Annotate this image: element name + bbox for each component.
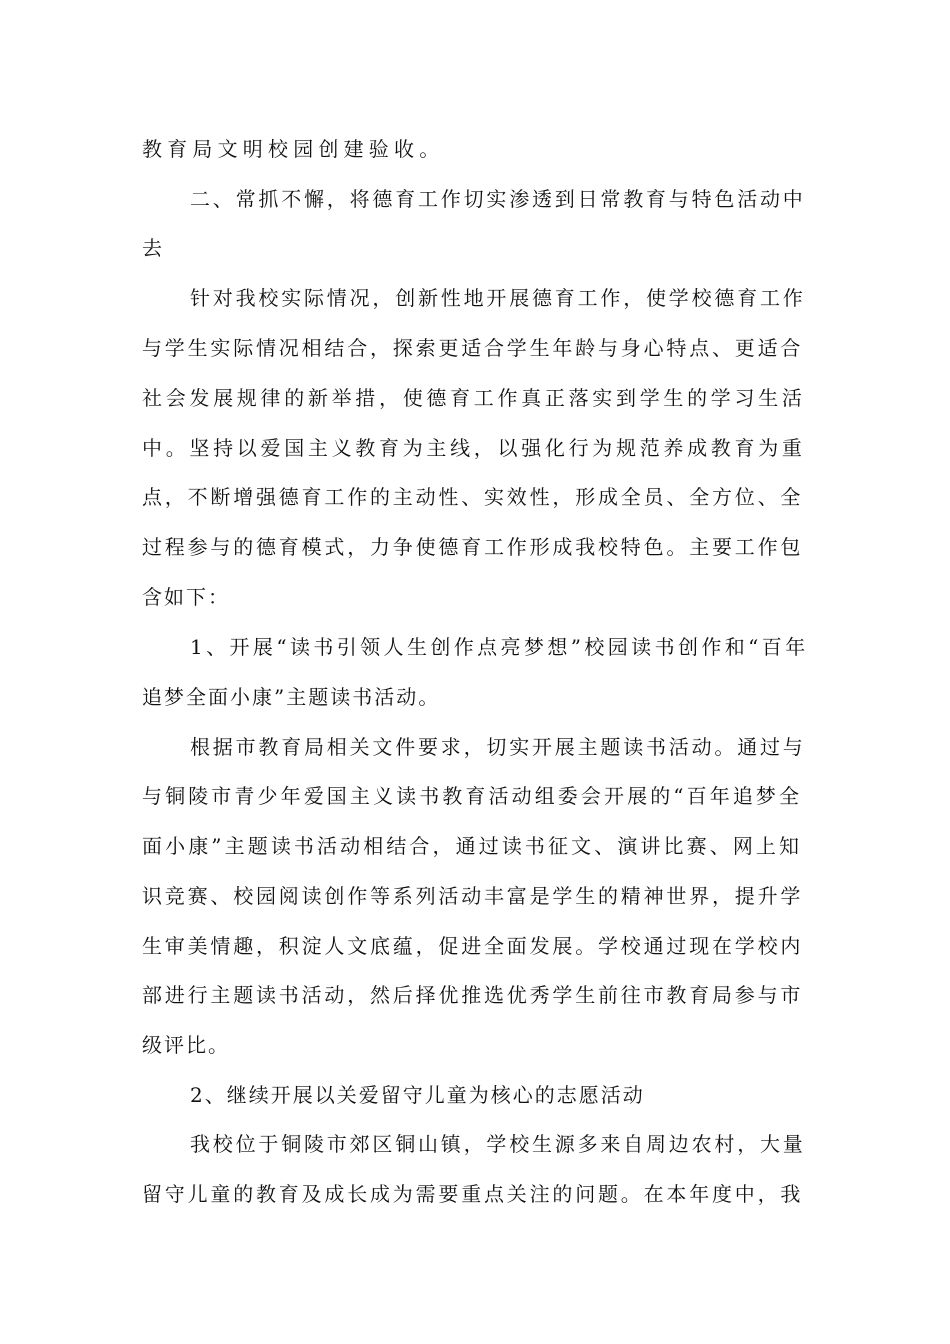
paragraph-line: 社会发展规律的新举措，使德育工作真正落实到学生的学习生活 — [142, 386, 806, 410]
paragraph-line: 针对我校实际情况，创新性地开展德育工作，使学校德育工作 — [190, 286, 806, 310]
paragraph-line: 我校位于铜陵市郊区铜山镇，学校生源多来自周边农村，大量 — [190, 1132, 806, 1156]
paragraph-line: 面小康”主题读书活动相结合，通过读书征文、演讲比赛、网上知 — [142, 834, 803, 858]
paragraph-line: 留守儿童的教育及成长成为需要重点关注的问题。在本年度中，我 — [142, 1182, 804, 1206]
paragraph-line: 含如下： — [142, 585, 230, 609]
paragraph-line: 识竞赛、校园阅读创作等系列活动丰富是学生的精神世界，提升学 — [142, 884, 804, 908]
paragraph-line: 点，不断增强德育工作的主动性、实效性，形成全员、全方位、全 — [142, 485, 804, 509]
paragraph-line: 部进行主题读书活动，然后择优推选优秀学生前往市教育局参与市 — [142, 983, 804, 1007]
subsection-heading-continuation: 追梦全面小康”主题读书活动。 — [142, 685, 441, 709]
paragraph-line: 与铜陵市青少年爱国主义读书教育活动组委会开展的“百年追梦全 — [142, 784, 803, 808]
paragraph-line: 中。坚持以爱国主义教育为主线，以强化行为规范养成教育为重 — [142, 436, 806, 460]
paragraph-line: 过程参与的德育模式，力争使德育工作形成我校特色。主要工作包 — [142, 535, 804, 559]
paragraph-line: 与学生实际情况相结合，探索更适合学生年龄与身心特点、更适合 — [142, 336, 804, 360]
text-line: 教育局文明校园创建验收。 — [142, 137, 445, 161]
section-heading-continuation: 去 — [142, 236, 168, 260]
subsection-heading: 2、继续开展以关爱留守儿童为核心的志愿活动 — [190, 1083, 645, 1107]
paragraph-line: 级评比。 — [142, 1033, 230, 1057]
subsection-heading: 1、开展“读书引领人生创作点亮梦想”校园读书创作和“百年 — [190, 635, 809, 659]
paragraph-line: 生审美情趣，积淀人文底蕴，促进全面发展。学校通过现在学校内 — [142, 934, 804, 958]
section-heading: 二、常抓不懈，将德育工作切实渗透到日常教育与特色活动中 — [190, 187, 806, 211]
paragraph-line: 根据市教育局相关文件要求，切实开展主题读书活动。通过与 — [190, 735, 806, 759]
